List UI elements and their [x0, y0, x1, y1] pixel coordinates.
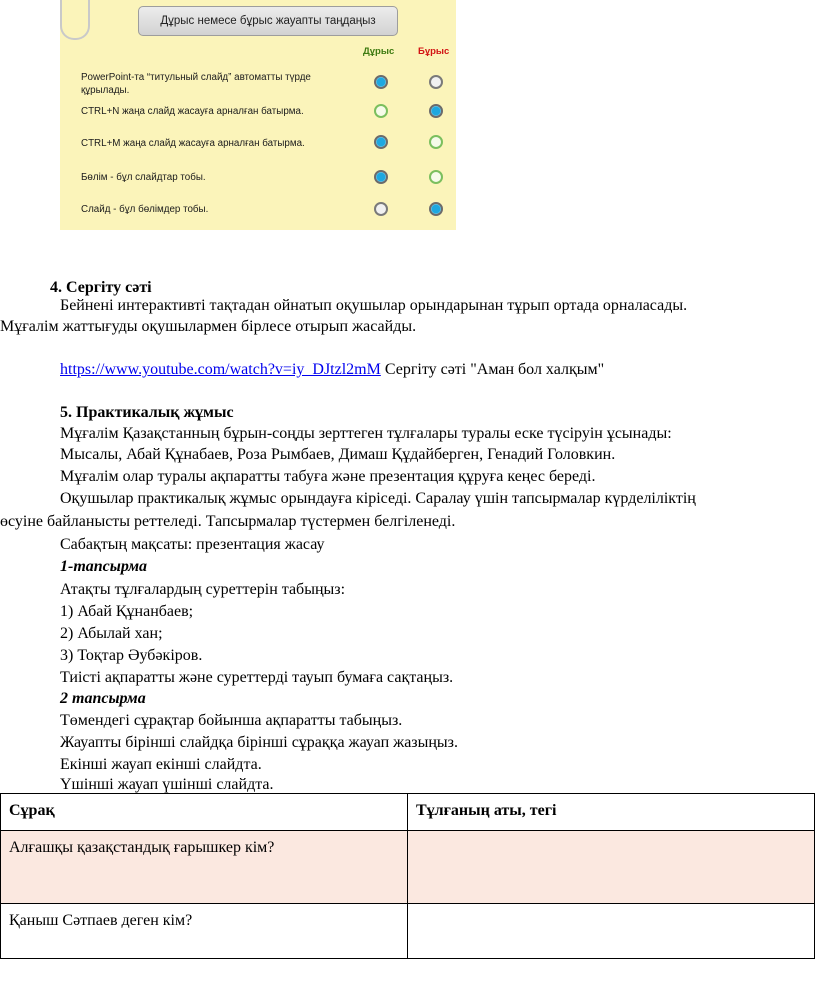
- false-radio[interactable]: [429, 170, 443, 184]
- quiz-row: [60, 137, 456, 167]
- false-radio[interactable]: [429, 75, 443, 89]
- table-row: [1, 904, 815, 959]
- lesson-goal: Сабақтың мақсаты: презентация жасау: [60, 536, 325, 553]
- quiz-row: [60, 105, 456, 135]
- paragraph: Мұғалім Қазақстанның бұрын-соңды зерттеген тұлғалары туралы еске түсіруін ұсынады:: [60, 425, 672, 442]
- true-column-label: Дұрыс: [363, 46, 395, 57]
- false-radio[interactable]: [429, 104, 443, 118]
- quiz-statement: Бөлім - бұл слайдтар тобы.: [81, 172, 206, 183]
- task-2-line: Жауапты бірінші слайдқа бірінші сұраққа жауап жазыңыз.: [60, 734, 458, 751]
- table-cell: Қаныш Сәтпаев деген кім?: [1, 904, 408, 959]
- task-1-note: Тиісті ақпаратты және суреттерді тауып бумаға сақтаңыз.: [60, 669, 454, 686]
- task-2-line: Үшінші жауап үшінші слайдта.: [60, 776, 274, 793]
- list-item: 3) Тоқтар Әубәкіров.: [60, 647, 203, 664]
- table-header-cell: Тұлғаның аты, тегі: [408, 794, 815, 831]
- table-cell[interactable]: [408, 904, 815, 959]
- quiz-header: Дұрыс немесе бұрыс жауапты таңдаңыз: [138, 6, 398, 36]
- quiz-statement: Слайд - бұл бөлімдер тобы.: [81, 204, 209, 215]
- paragraph: өсуіне байланысты реттеледі. Тапсырмалар түстермен белгіленеді.: [0, 513, 456, 530]
- section-4-heading: 4. Сергіту сәті: [50, 279, 152, 296]
- task-1-intro: Атақты тұлғалардың суреттерін табыңыз:: [60, 581, 346, 598]
- paragraph: Мұғалім олар туралы ақпаратты табуға және презентация құруға кеңес береді.: [60, 468, 596, 485]
- task-1-title: 1-тапсырма: [60, 558, 148, 575]
- paperclip-icon: [60, 0, 90, 40]
- quiz-row: [60, 71, 456, 101]
- false-radio[interactable]: [429, 202, 443, 216]
- paragraph: Бейнені интерактивті тақтадан ойнатып оқушылар орындарынан тұрып ортада орналасады.: [60, 297, 688, 314]
- quiz-row: [60, 203, 456, 230]
- video-link[interactable]: https://www.youtube.com/watch?v=iy_DJtzl2mM: [60, 361, 381, 378]
- false-radio[interactable]: [429, 135, 443, 149]
- video-link-caption: Сергіту сәті "Аман бол халқым": [380, 361, 605, 378]
- true-radio[interactable]: [374, 135, 388, 149]
- table-cell: Алғашқы қазақстандық ғарышкер кім?: [1, 831, 408, 904]
- questions-table: [0, 793, 815, 959]
- table-header-cell: Сұрақ: [1, 794, 408, 831]
- true-radio[interactable]: [374, 75, 388, 89]
- quiz-panel: [60, 0, 456, 230]
- quiz-statement: PowerPoint-та “титульный слайд” автоматты түрде құрылады.: [81, 72, 311, 96]
- paragraph: Оқушылар практикалық жұмыс орындауға кіріседі. Саралау үшін тапсырмалар күрделіліктің: [60, 490, 696, 507]
- true-radio[interactable]: [374, 202, 388, 216]
- quiz-row: [60, 171, 456, 201]
- task-2-line: Екінші жауап екінші слайдта.: [60, 756, 262, 773]
- paragraph: Мұғалім жаттығуды оқушылармен бірлесе отырып жасайды.: [0, 318, 417, 335]
- paragraph: Мысалы, Абай Құнабаев, Роза Рымбаев, Димаш Құдайберген, Генадий Головкин.: [60, 446, 616, 463]
- true-radio[interactable]: [374, 170, 388, 184]
- video-link-line: [60, 360, 604, 380]
- task-2-line: Төмендегі сұрақтар бойынша ақпаратты табыңыз.: [60, 712, 403, 729]
- list-item: 2) Абылай хан;: [60, 625, 163, 642]
- true-radio[interactable]: [374, 104, 388, 118]
- task-2-title: 2 тапсырма: [60, 690, 146, 707]
- quiz-statement: CTRL+N жаңа слайд жасауға арналған батырма.: [81, 106, 304, 117]
- table-header-row: [1, 794, 815, 831]
- list-item: 1) Абай Құнанбаев;: [60, 603, 194, 620]
- quiz-statement: CTRL+M жаңа слайд жасауға арналған батырма.: [81, 138, 305, 149]
- section-5-heading: 5. Практикалық жұмыс: [60, 404, 234, 421]
- table-cell[interactable]: [408, 831, 815, 904]
- table-row: [1, 831, 815, 904]
- false-column-label: Бұрыс: [418, 46, 450, 57]
